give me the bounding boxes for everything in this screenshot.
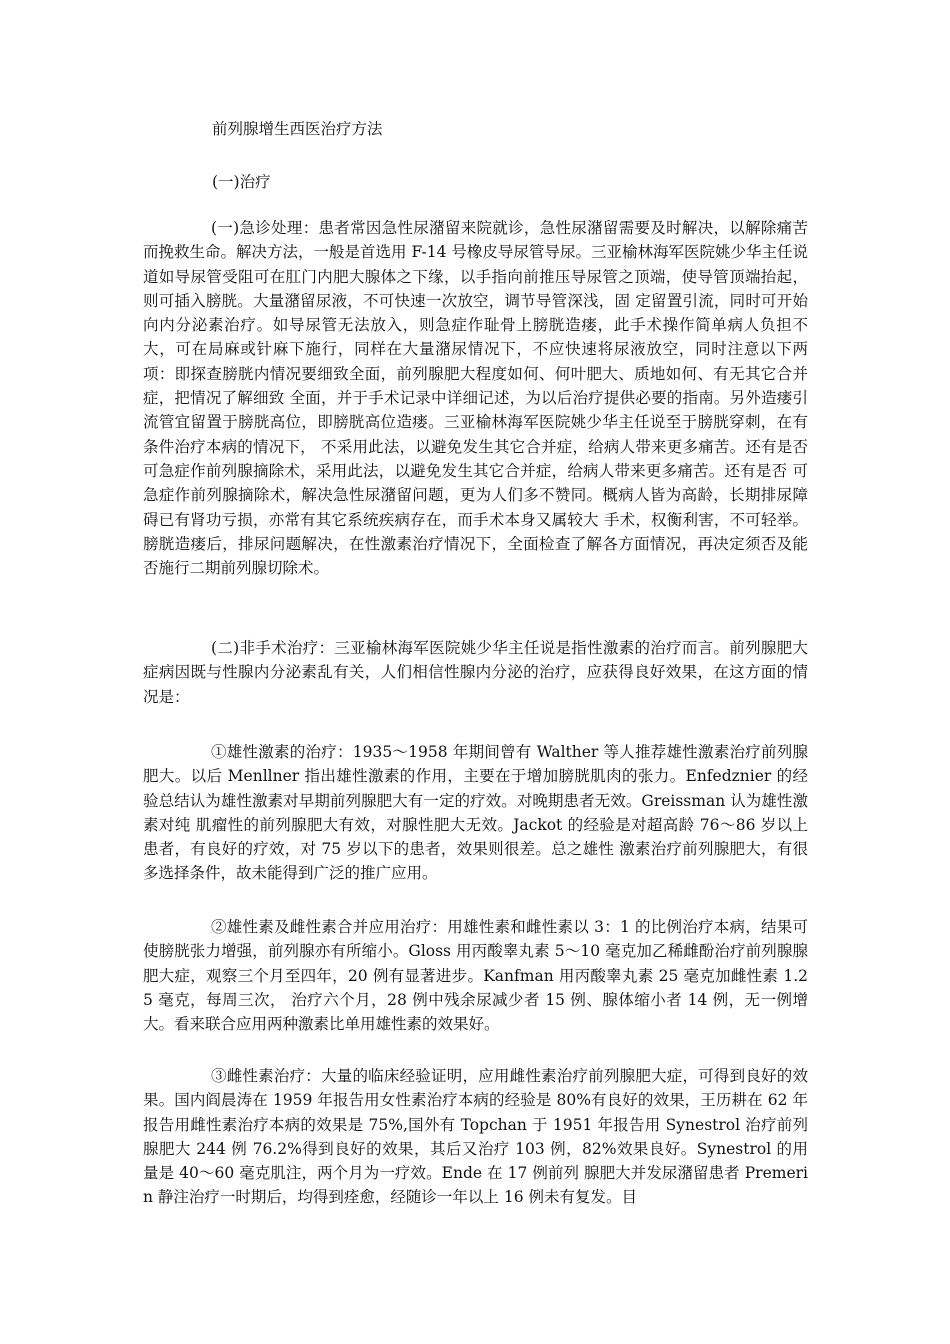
document-title: 前列腺增生西医治疗方法 [212,120,383,138]
section-heading: (一)治疗 [212,173,271,191]
paragraph-estrogen-treatment: ③雌性素治疗：大量的临床经验证明，应用雌性素治疗前列腺肥大症，可得到良好的效果。国内阎晨涛在 1959 年报告用女性素治疗本病的经验是 80%有良好的效果，王历耕在 62 年报告用雌性素治疗本病的效果是 75%,国外有 Topchan 于 1951 年报告用 Synestrol 治疗前列腺肥大 244 例 76.2%得到良好的效果，其后又治疗 103 例，82%效果良好。Synestrol 的用量是 40～60 毫克肌注，两个月为一疗效。Ende 在 17 例前列 腺肥大并发尿潴留患者 Premerin 静注治疗一时期后，均得到痊愈，经随诊一年以上 16 例未有复发。目 [143,1067,808,1207]
paragraph-emergency-treatment: (一)急诊处理：患者常因急性尿潴留来院就诊，急性尿潴留需要及时解决，以解除痛苦而挽救生命。解决方法，一般是首选用 F-14 号橡皮导尿管导尿。三亚榆林海军医院姚少华主任说道如导尿管受阻可在肛门内肥大腺体之下缘，以手指向前推压导尿管之顶端，使导管顶端抬起，则可插入膀胱。大量潴留尿液，不可快速一次放空，调节导管深浅，固 定留置引流，同时可开始向内分泌素治疗。如导尿管无法放入，则急症作耻骨上膀胱造瘘，此手术操作简单病人负担不大，可在局麻或针麻下施行，同样在大量潴尿情况下，不应快速将尿液放空，同时注意以下两项：即探查膀胱内情况要细致全面，前列腺肥大程度如何、何叶肥大、质地如何、有无其它合并症，把情况了解细致 全面，并于手术记录中详细记述，为以后治疗提供必要的指南。另外造瘘引流管宜留置于膀胱高位，即膀胱高位造瘘。三亚榆林海军医院姚少华主任说至于膀胱穿刺，在有条件治疗本病的情况下， 不采用此法，以避免发生其它合并症，给病人带来更多痛苦。还有是否可急症作前列腺摘除术，采用此法，以避免发生其它合并症，给病人带来更多痛苦。还有是否 可急症作前列腺摘除术，解决急性尿潴留问题，更为人们多不赞同。概病人皆为高龄，长期排尿障碍已有肾功亏损，亦常有其它系统疾病存在，而手术本身又属较大 手术，权衡利害，不可轻举。膀胱造瘘后，排尿问题解决，在性激素治疗情况下，全面检查了解各方面情况，再决定须否及能否施行二期前列腺切除术。 [143,219,808,578]
paragraph-androgen-treatment: ①雄性激素的治疗：1935～1958 年期间曾有 Walther 等人推荐雄性激素治疗前列腺肥大。以后 Menllner 指出雄性激素的作用，主要在于增加膀胱肌肉的张力。Enfedznier 的经验总结认为雄性激素对早期前列腺肥大有一定的疗效。对晚期患者无效。Greissman 认为雄性激素对纯 肌瘤性的前列腺肥大有效，对腺性肥大无效。Jackot 的经验是对超高龄 76～86 岁以上患者，有良好的疗效，对 75 岁以下的患者，效果则很差。总之雄性 激素治疗前列腺肥大，有很多选择条件，故未能得到广泛的推广应用。 [143,743,808,883]
paragraph-combined-hormone-treatment: ②雄性素及雌性素合并应用治疗：用雄性素和雌性素以 3：1 的比例治疗本病，结果可使膀胱张力增强，前列腺亦有所缩小。Gloss 用丙酸睾丸素 5～10 毫克加乙稀雌酚治疗前列腺腺肥大症，观察三个月至四年，20 例有显著进步。Kanfman 用丙酸睾丸素 25 毫克加雌性素 1.25 毫克，每周三次， 治疗六个月，28 例中残余尿减少者 15 例、腺体缩小者 14 例，无一例增大。看来联合应用两种激素比单用雄性素的效果好。 [143,918,808,1034]
paragraph-non-surgical-treatment: (二)非手术治疗：三亚榆林海军医院姚少华主任说是指性激素的治疗而言。前列腺肥大症病因既与性腺内分泌素乱有关，人们相信性腺内分泌的治疗，应获得良好效果，在这方面的情况是： [143,639,808,706]
